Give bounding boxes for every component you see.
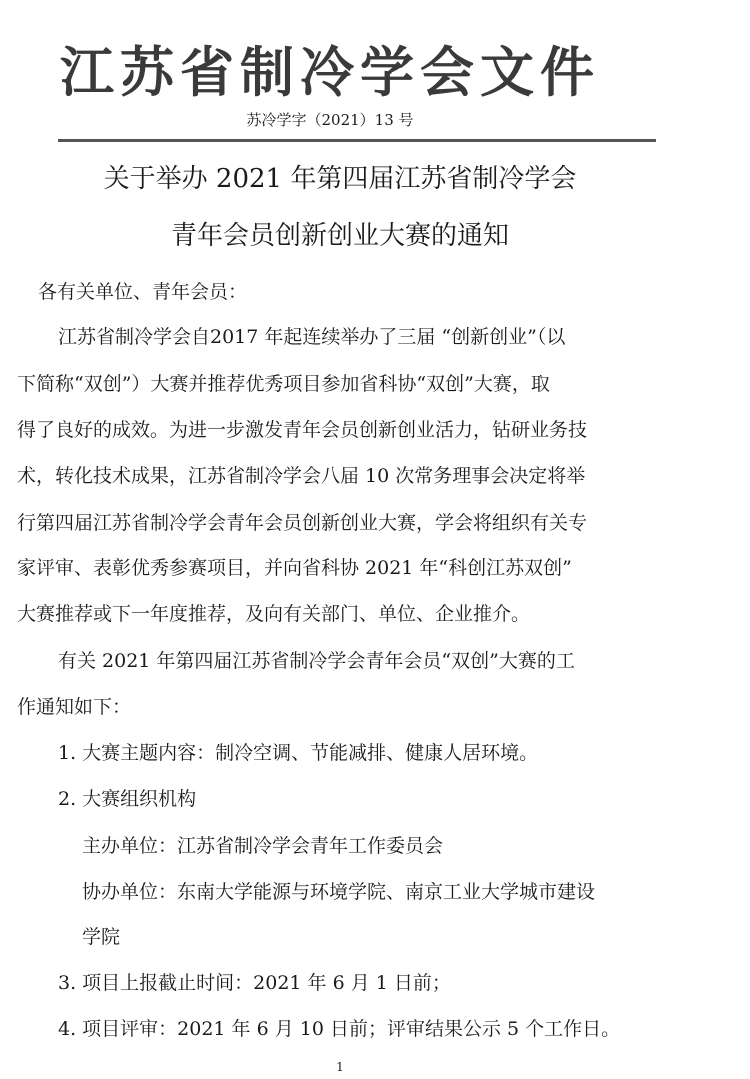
list-item: 4. 项目评审：2021 年 6 月 10 日前；评审结果公示 5 个工作日。 <box>58 1018 621 1040</box>
paragraph-line: 江苏省制冷学会自2017 年起连续举办了三届 “创新创业”（以 <box>58 326 566 348</box>
paragraph-line: 下简称“双创”）大赛并推荐优秀项目参加省科协“双创”大赛，取 <box>17 373 550 395</box>
page-number: 1 <box>336 1060 344 1074</box>
notice-title-line-2: 青年会员创新创业大赛的通知 <box>170 221 509 251</box>
list-item: 3. 项目上报截止时间：2021 年 6 月 1 日前； <box>58 972 451 994</box>
paragraph-line: 作通知如下： <box>17 696 132 718</box>
doc-number: 苏冷学字（2021）13 号 <box>246 111 414 129</box>
paragraph-line: 家评审、表彰优秀参赛项目，并向省科协 2021 年“科创江苏双创” <box>17 557 572 579</box>
org-header: 江苏省制冷学会文件 <box>60 41 600 104</box>
header-rule <box>58 139 656 142</box>
paragraph-line: 得了良好的成效。为进一步激发青年会员创新创业活力，钻研业务技 <box>17 419 588 441</box>
paragraph-line: 术，转化技术成果，江苏省制冷学会八届 10 次常务理事会决定将举 <box>17 465 586 487</box>
list-item: 1. 大赛主题内容：制冷空调、节能减排、健康人居环境。 <box>58 742 539 764</box>
list-item: 2. 大赛组织机构 <box>58 788 197 810</box>
list-item: 协办单位：东南大学能源与环境学院、南京工业大学城市建设 <box>82 881 596 903</box>
paragraph-line: 有关 2021 年第四届江苏省制冷学会青年会员“双创”大赛的工 <box>58 650 575 672</box>
paragraph-line: 大赛推荐或下一年度推荐，及向有关部门、单位、企业推介。 <box>17 603 531 625</box>
list-item: 学院 <box>82 926 121 948</box>
list-item: 主办单位：江苏省制冷学会青年工作委员会 <box>82 835 444 857</box>
salutation: 各有关单位、青年会员： <box>38 281 248 303</box>
notice-title-line-1: 关于举办 2021 年第四届江苏省制冷学会 <box>103 164 577 194</box>
paragraph-line: 行第四届江苏省制冷学会青年会员创新创业大赛，学会将组织有关专 <box>17 512 588 534</box>
